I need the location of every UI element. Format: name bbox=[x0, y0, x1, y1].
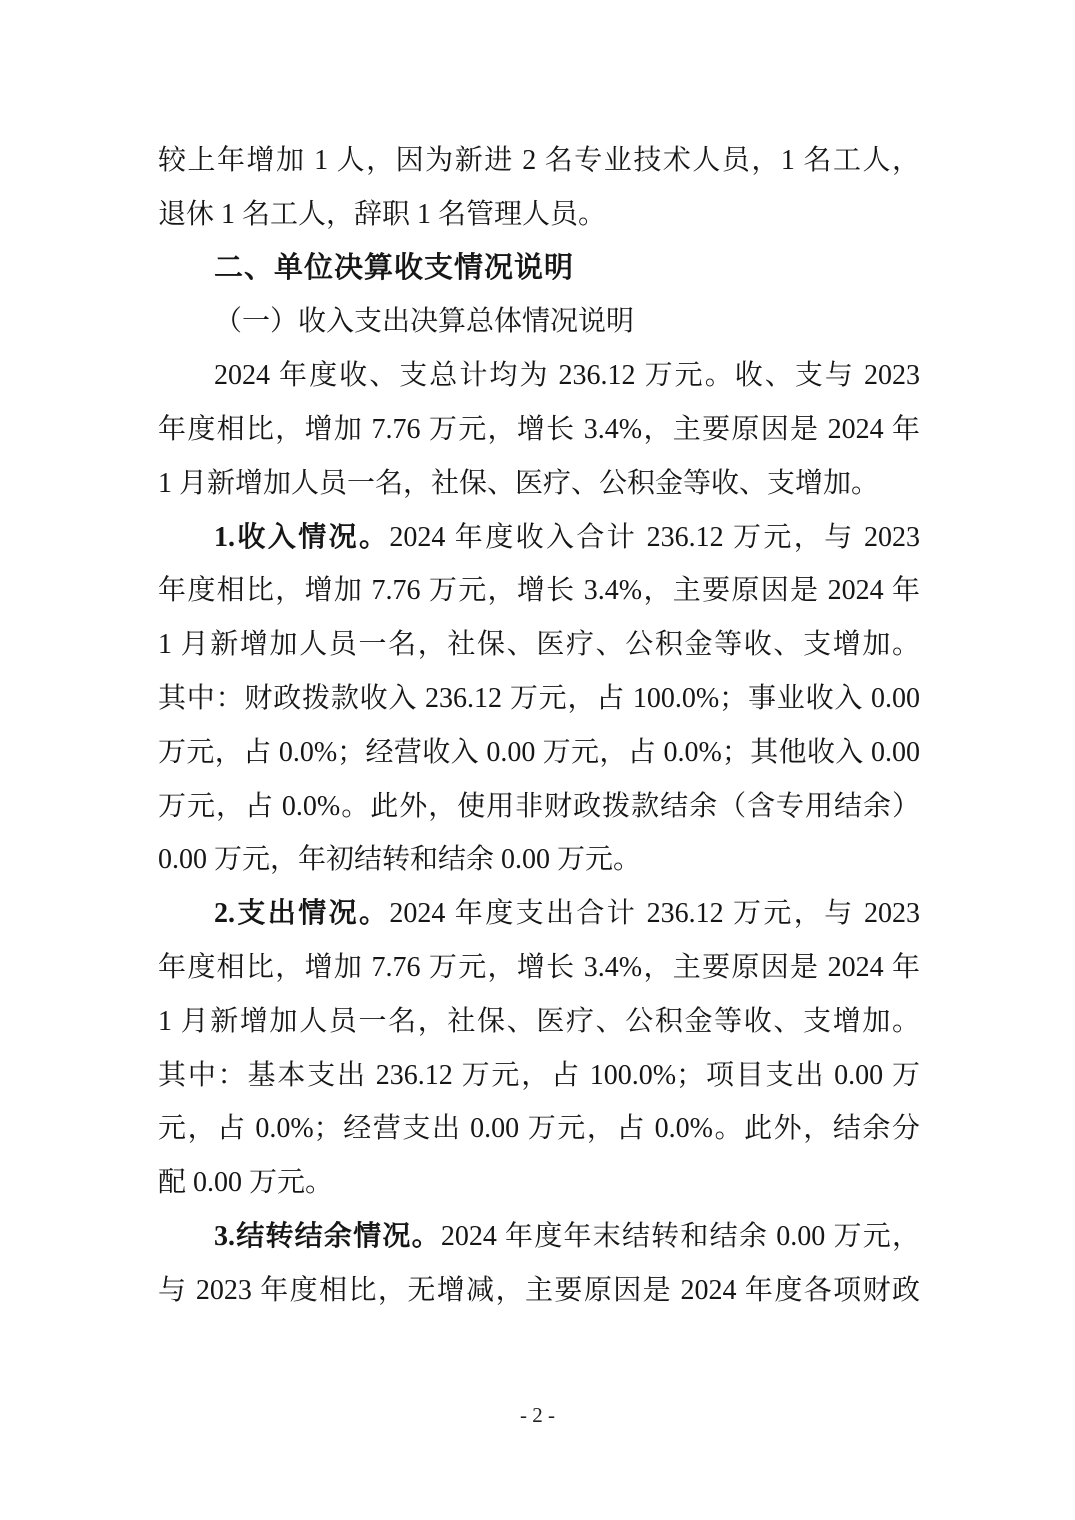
body-text-segment: 0.00 万元，年初结转和结余 0.00 万元。 bbox=[158, 844, 642, 876]
body-text-segment: 较上年增加 1 人，因为新进 2 名专业技术人员，1 名工人， bbox=[158, 145, 920, 176]
text-line bbox=[158, 564, 920, 618]
body-text-segment: 万元，占 0.0%。此外，使用非财政拨款结余（含专用结余） bbox=[158, 790, 920, 822]
document-body bbox=[158, 134, 920, 1318]
text-line bbox=[158, 1264, 920, 1318]
bold-lead-text: 1.收入情况。 bbox=[214, 521, 390, 553]
text-line bbox=[158, 349, 920, 403]
body-text-segment: 年度相比，增加 7.76 万元，增长 3.4%，主要原因是 2024 年 bbox=[158, 575, 920, 607]
body-text-segment: 其中：财政拨款收入 236.12 万元，占 100.0%；事业收入 0.00 bbox=[158, 682, 920, 714]
text-line bbox=[158, 1102, 920, 1156]
page-number: - 2 - bbox=[520, 1403, 555, 1427]
text-line bbox=[158, 995, 920, 1049]
bold-lead-text: 二、单位决算收支情况说明 bbox=[214, 251, 575, 284]
text-line bbox=[158, 403, 920, 457]
body-text-segment: 其中：基本支出 236.12 万元，占 100.0%；项目支出 0.00 万 bbox=[158, 1059, 920, 1091]
body-text-segment: 万元，占 0.0%；经营收入 0.00 万元，占 0.0%；其他收入 0.00 bbox=[158, 736, 920, 768]
text-line bbox=[158, 134, 920, 188]
text-line bbox=[158, 780, 920, 834]
body-text-segment: 1 月新增加人员一名，社保、医疗、公积金等收、支增加。 bbox=[158, 629, 920, 661]
text-line bbox=[158, 833, 920, 887]
bold-lead-text: 3.结转结余情况。 bbox=[214, 1220, 441, 1252]
body-text-segment: 元，占 0.0%；经营支出 0.00 万元，占 0.0%。此外，结余分 bbox=[158, 1113, 920, 1145]
text-line bbox=[158, 1156, 920, 1210]
body-text-segment: 配 0.00 万元。 bbox=[158, 1167, 334, 1199]
body-text-segment: 1 月新增加人员一名，社保、医疗、公积金等收、支增加。 bbox=[158, 467, 880, 499]
body-text-segment: 年度相比，增加 7.76 万元，增长 3.4%，主要原因是 2024 年 bbox=[158, 951, 920, 983]
text-line bbox=[158, 188, 920, 242]
body-text-segment: 2024 年度收入合计 236.12 万元，与 2023 bbox=[389, 521, 920, 553]
text-line bbox=[158, 295, 920, 349]
text-line bbox=[158, 511, 920, 565]
body-text-segment: 2024 年度支出合计 236.12 万元，与 2023 bbox=[389, 898, 920, 930]
text-line bbox=[158, 941, 920, 995]
body-text-segment: 1 月新增加人员一名，社保、医疗、公积金等收、支增加。 bbox=[158, 1005, 920, 1037]
text-line bbox=[158, 618, 920, 672]
text-line bbox=[158, 457, 920, 511]
body-text-segment: 2024 年度年末结转和结余 0.00 万元， bbox=[440, 1220, 920, 1252]
section-heading bbox=[158, 242, 920, 296]
bold-lead-text: 2.支出情况。 bbox=[214, 898, 390, 930]
text-line bbox=[158, 726, 920, 780]
body-text-segment: 与 2023 年度相比，无增减，主要原因是 2024 年度各项财政 bbox=[158, 1274, 920, 1306]
text-line bbox=[158, 1210, 920, 1264]
text-line bbox=[158, 887, 920, 941]
body-text-segment: 退休 1 名工人，辞职 1 名管理人员。 bbox=[158, 198, 607, 230]
text-line bbox=[158, 1049, 920, 1103]
body-text-segment: 年度相比，增加 7.76 万元，增长 3.4%，主要原因是 2024 年 bbox=[158, 413, 920, 445]
body-text-segment: 2024 年度收、支总计均为 236.12 万元。收、支与 2023 bbox=[214, 360, 920, 392]
body-text-segment: （一）收入支出决算总体情况说明 bbox=[214, 306, 635, 338]
text-line bbox=[158, 672, 920, 726]
